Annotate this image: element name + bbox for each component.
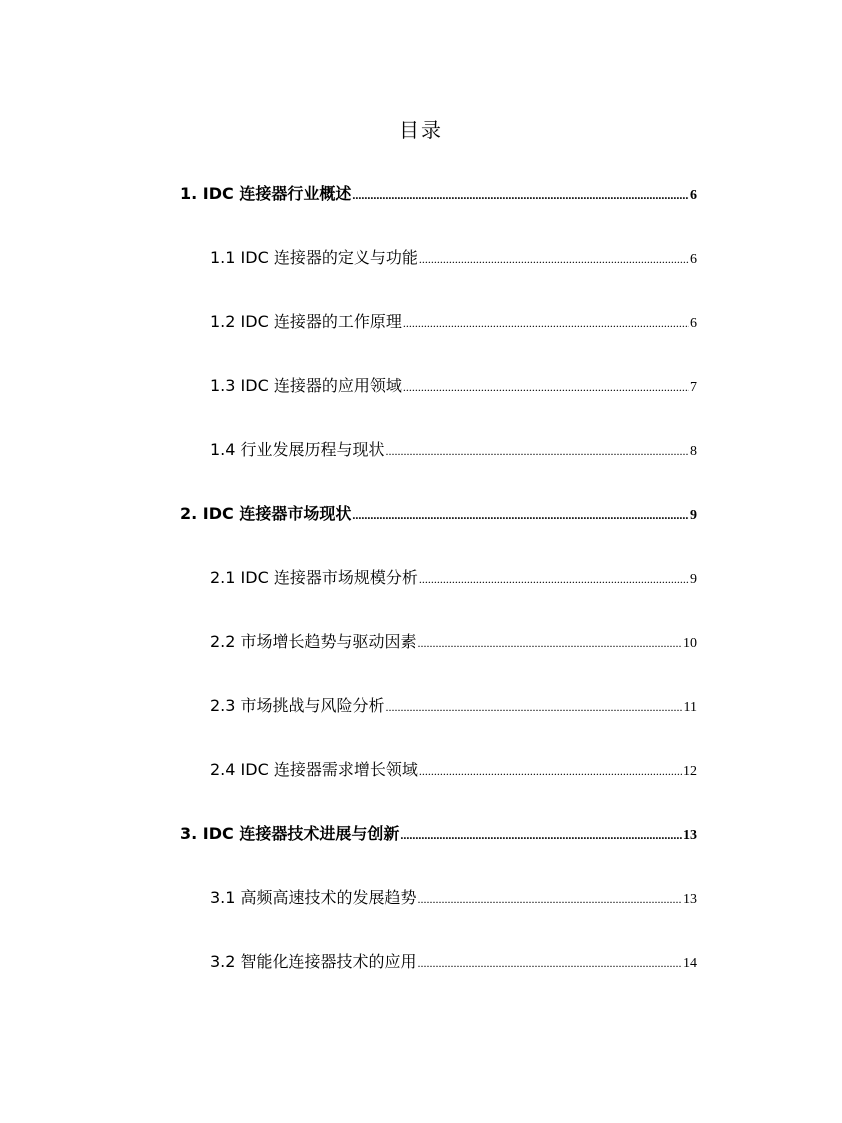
toc-page-number: 6 xyxy=(690,316,697,331)
toc-leader-dots xyxy=(418,886,682,912)
toc-entry[interactable] xyxy=(180,821,697,847)
toc-leader-dots xyxy=(400,822,682,848)
toc-entry-text: 1. IDC 连接器行业概述 xyxy=(180,184,352,203)
toc-page-number: 8 xyxy=(690,444,697,459)
toc-entry[interactable] xyxy=(210,309,697,335)
toc-leader-dots xyxy=(386,438,689,464)
toc-page-number: 6 xyxy=(690,188,697,203)
toc-entry[interactable] xyxy=(210,245,697,271)
toc-page-number: 6 xyxy=(690,252,697,267)
toc-entry[interactable] xyxy=(210,757,697,783)
toc-entry-text: 1.1 IDC 连接器的定义与功能 xyxy=(210,248,418,267)
toc-leader-dots xyxy=(352,502,689,528)
toc-entry[interactable] xyxy=(210,693,697,719)
toc-entry-text: 1.4 行业发展历程与现状 xyxy=(210,440,385,459)
toc-leader-dots xyxy=(386,694,683,720)
toc-entry-text: 1.3 IDC 连接器的应用领域 xyxy=(210,376,402,395)
toc-entry-text: 2. IDC 连接器市场现状 xyxy=(180,504,352,523)
toc-entry-text: 2.2 市场增长趋势与驱动因素 xyxy=(210,632,417,651)
toc-entry[interactable] xyxy=(210,949,697,975)
toc-title: 目录 xyxy=(399,118,443,142)
toc-leader-dots xyxy=(419,566,689,592)
toc-entry-text: 3.2 智能化连接器技术的应用 xyxy=(210,952,417,971)
toc-entry[interactable] xyxy=(180,501,697,527)
toc-entry[interactable] xyxy=(210,437,697,463)
toc-leader-dots xyxy=(418,630,682,656)
toc-entry[interactable] xyxy=(210,885,697,911)
toc-entry-text: 1.2 IDC 连接器的工作原理 xyxy=(210,312,402,331)
toc-entry-text: 2.3 市场挑战与风险分析 xyxy=(210,696,385,715)
toc-page-number: 9 xyxy=(690,508,697,523)
toc-leader-dots xyxy=(419,246,689,272)
toc-page-number: 13 xyxy=(683,892,697,907)
toc-entry-text: 2.1 IDC 连接器市场规模分析 xyxy=(210,568,418,587)
toc-page-number: 12 xyxy=(683,764,697,779)
toc-page-number: 13 xyxy=(683,828,697,843)
toc-entry-text: 2.4 IDC 连接器需求增长领域 xyxy=(210,760,418,779)
toc-page-number: 11 xyxy=(683,700,697,715)
toc-entry[interactable] xyxy=(210,565,697,591)
toc-leader-dots xyxy=(418,950,682,976)
toc-leader-dots xyxy=(352,182,689,208)
toc-entry-text: 3.1 高频高速技术的发展趋势 xyxy=(210,888,417,907)
toc-leader-dots xyxy=(403,310,689,336)
toc-entry[interactable] xyxy=(210,373,697,399)
toc-page-number: 7 xyxy=(690,380,697,395)
toc-leader-dots xyxy=(403,374,689,400)
toc-entry[interactable] xyxy=(210,629,697,655)
toc-leader-dots xyxy=(419,758,682,784)
toc-entry[interactable] xyxy=(180,181,697,207)
toc-entry-text: 3. IDC 连接器技术进展与创新 xyxy=(180,824,400,843)
toc-page-number: 10 xyxy=(683,636,697,651)
toc-page-number: 14 xyxy=(683,956,697,971)
toc-page-number: 9 xyxy=(690,572,697,587)
